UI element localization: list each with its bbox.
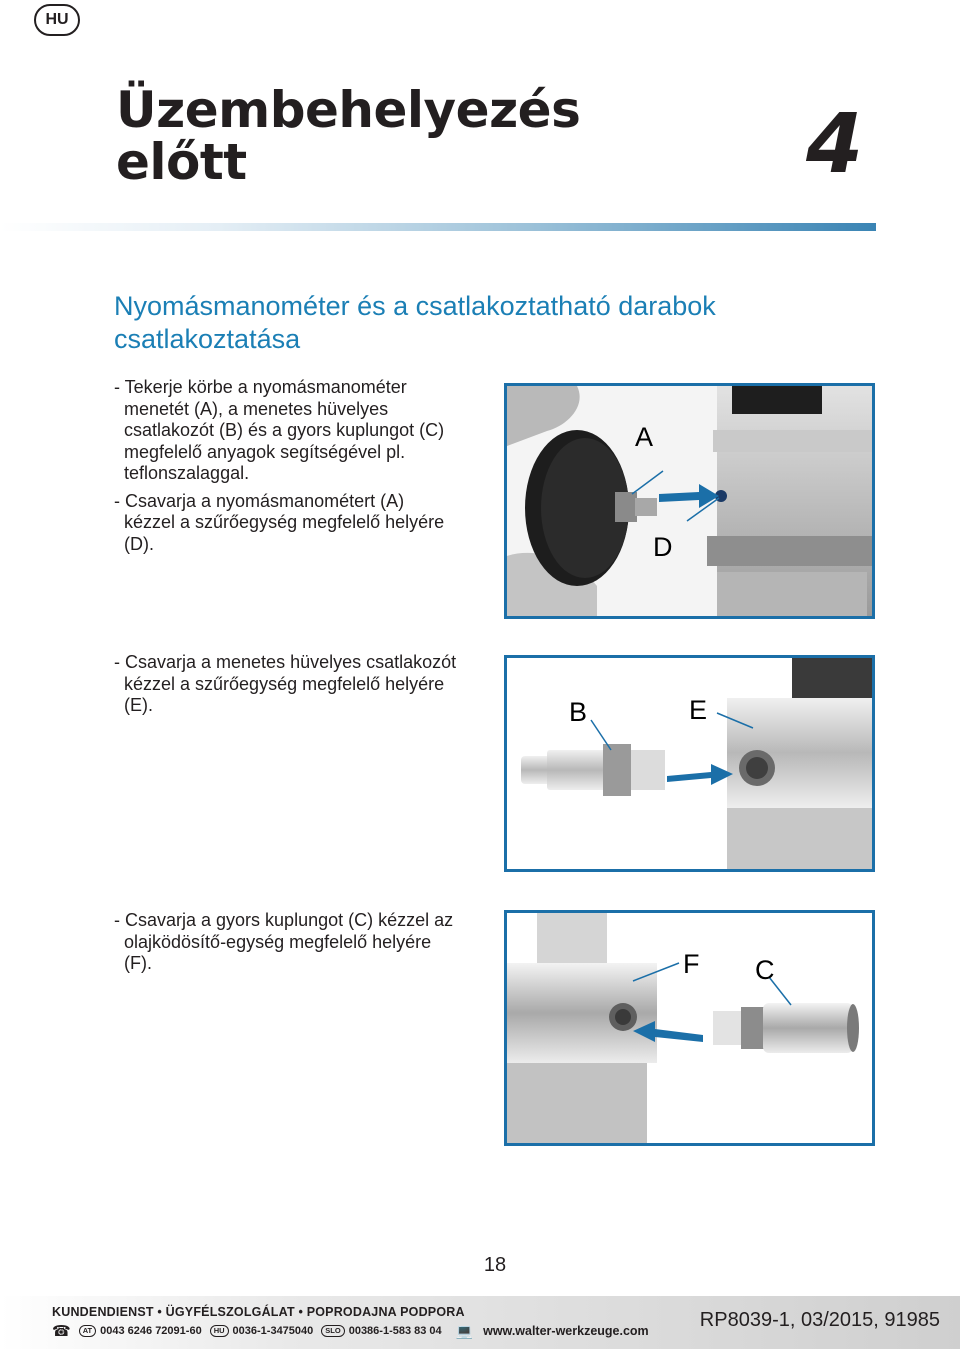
footer-heading: KUNDENDIENST • ÜGYFÉLSZOLGÁLAT • POPRODAJNA PODPORA <box>52 1305 465 1319</box>
figure-quick-coupling <box>504 910 875 1146</box>
instruction-group-1 <box>114 377 494 561</box>
footer-contacts <box>52 1322 649 1340</box>
section-title-line1: Nyomásmanométer és a csatlakoztatható darabok <box>114 291 716 321</box>
instruction-line: menetét (A), a menetes hüvelyes <box>124 398 389 419</box>
instruction-line: - Csavarja a nyomásmanométert (A) <box>114 490 405 511</box>
figure-manometer <box>504 383 875 619</box>
document-reference: RP8039-1, 03/2015, 91985 <box>699 1309 940 1331</box>
page-number: 18 <box>483 1254 507 1276</box>
instruction-line: teflonszalaggal. <box>124 463 250 483</box>
chapter-number: 4 <box>806 97 864 192</box>
instruction-line: kézzel a szűrőegység megfelelő helyére <box>124 512 445 532</box>
connector-illustration <box>507 658 872 869</box>
instruction-paragraph <box>114 491 494 556</box>
phone-number: 00386-1-583 83 04 <box>348 1325 442 1337</box>
page-title <box>116 81 676 191</box>
page-title-line1: Üzembehelyezés <box>116 81 581 139</box>
instruction-line: - Csavarja a menetes hüvelyes csatlakozót <box>114 652 457 672</box>
instruction-paragraph <box>114 377 494 485</box>
instruction-line: - Tekerje körbe a nyomásmanométer <box>114 377 407 397</box>
instruction-line: - Csavarja a gyors kuplungot (C) kézzel az <box>114 910 454 930</box>
label-a: A <box>635 422 654 452</box>
instruction-line: (D). <box>124 533 154 554</box>
instruction-paragraph <box>114 652 494 717</box>
instruction-paragraph <box>114 910 494 975</box>
coupling-illustration <box>507 913 872 1143</box>
instruction-group-2 <box>114 652 494 723</box>
label-d: D <box>653 532 673 562</box>
country-code-badge: AT <box>79 1325 96 1337</box>
label-b: B <box>569 697 588 727</box>
label-f: F <box>683 949 700 979</box>
instruction-line: kézzel a szűrőegység megfelelő helyére <box>124 673 445 694</box>
instruction-line: olajködösítő-egység megfelelő helyére <box>124 931 432 952</box>
instruction-line: (F). <box>124 953 152 973</box>
telephone-icon: ☎ <box>52 1323 71 1340</box>
instruction-line: megfelelő anyagok segítségével pl. <box>124 441 406 462</box>
section-title <box>114 290 834 356</box>
laptop-icon: 💻 <box>455 1322 474 1339</box>
instruction-line: csatlakozót (B) és a gyors kuplungot (C) <box>124 420 445 440</box>
page-title-line2: előtt <box>116 133 247 191</box>
language-badge <box>34 4 80 36</box>
manometer-illustration <box>507 386 872 616</box>
phone-number: 0043 6246 72091-60 <box>100 1325 202 1337</box>
country-code-badge: SLO <box>321 1325 344 1337</box>
instruction-line: (E). <box>124 695 153 715</box>
label-e: E <box>689 695 708 725</box>
instruction-group-3 <box>114 910 494 981</box>
website-link[interactable]: www.walter-werkzeuge.com <box>483 1324 649 1338</box>
country-code-badge: HU <box>210 1325 229 1337</box>
section-title-line2: csatlakoztatása <box>114 324 301 354</box>
figure-threaded-connector <box>504 655 875 872</box>
label-c: C <box>755 955 775 985</box>
phone-number: 0036-1-3475040 <box>232 1325 314 1337</box>
language-code: HU <box>45 11 69 28</box>
title-divider-bar <box>0 223 876 231</box>
